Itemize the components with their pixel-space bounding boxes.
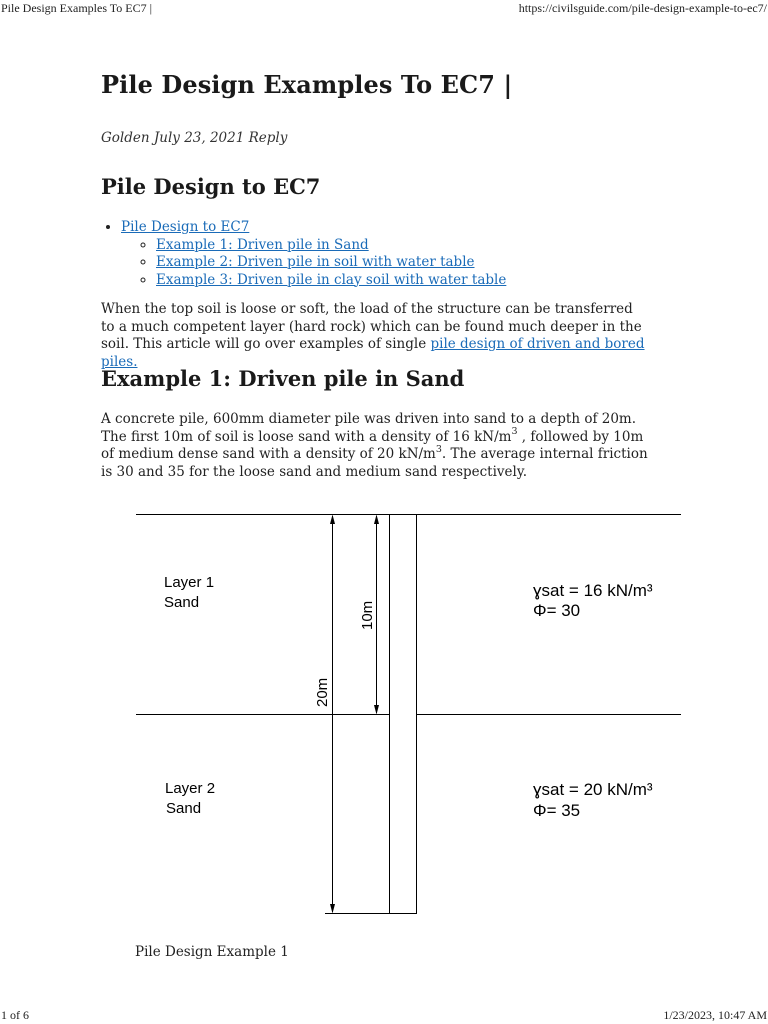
- print-header: [0, 0, 768, 20]
- arrow-head: [330, 904, 335, 914]
- example-1-paragraph: [101, 411, 651, 481]
- layer-1-soil: Sand: [164, 594, 200, 611]
- example-1-text-a: A concrete pile, 600mm diameter pile was driven into sand to a depth of 20m. The first 10m of soil is loose sand with a density of 16 kN/m: [101, 411, 637, 445]
- toc-subitem: [156, 272, 506, 290]
- page-title: Pile Design Examples To EC7 |: [101, 70, 513, 99]
- arrow-head: [374, 705, 379, 715]
- dimension-label-10m: 10m: [359, 600, 376, 630]
- table-of-contents: [101, 219, 506, 289]
- figure-caption: Pile Design Example 1: [135, 944, 289, 960]
- layer-2-label: Layer 2: [165, 780, 216, 797]
- toc-link-pile-design[interactable]: Pile Design to EC7: [121, 219, 250, 235]
- layer-2-phi: Φ= 35: [533, 801, 581, 820]
- toc-item: [121, 219, 506, 289]
- superscript-3: 3: [435, 443, 442, 455]
- arrow-head: [374, 515, 379, 525]
- page-number: 1 of 6: [1, 1008, 29, 1022]
- example-1-text-c: . The average internal friction is 30 and 35 for the loose sand and medium sand respectively.: [101, 446, 648, 480]
- layer-1-label: Layer 1: [164, 574, 215, 591]
- print-datetime: 1/23/2023, 10:47 AM: [663, 1008, 767, 1022]
- arrow-head: [330, 515, 335, 525]
- intro-text: When the top soil is loose or soft, the load of the structure can be transferred to a much competent layer (hard rock) which can be found much deeper in the soil. This article will go over examples of single: [101, 301, 642, 352]
- pile: [390, 515, 417, 914]
- intro-link[interactable]: pile design of driven and bored piles.: [101, 336, 645, 370]
- example-1-heading: Example 1: Driven pile in Sand: [101, 366, 465, 391]
- print-header-title: Pile Design Examples To EC7 |: [1, 1, 152, 15]
- post-meta: Golden July 23, 2021 Reply: [101, 130, 288, 146]
- layer-2-gamma: ɣsat = 20 kN/m³: [533, 780, 653, 799]
- toc-subitem: [156, 237, 506, 255]
- toc-subitem: [156, 254, 506, 272]
- toc-link-example-1[interactable]: Example 1: Driven pile in Sand: [156, 236, 369, 253]
- superscript-3: 3: [511, 426, 518, 437]
- example-1-text-b: , followed by 10m of medium dense sand with a density of 20 kN/m: [101, 428, 644, 462]
- print-footer: [0, 1008, 768, 1024]
- toc-link-example-3[interactable]: Example 3: Driven pile in clay soil with water table: [156, 271, 507, 288]
- layer-1-phi: Φ= 30: [533, 601, 581, 620]
- layer-1-gamma: ɣsat = 16 kN/m³: [533, 581, 653, 600]
- intro-paragraph: [101, 301, 646, 371]
- print-header-url: https://civilsguide.com/pile-design-example-to-ec7/: [518, 1, 767, 15]
- layer-2-soil: Sand: [166, 800, 202, 817]
- dimension-label-20m: 20m: [314, 677, 331, 707]
- toc-link-example-2[interactable]: Example 2: Driven pile in soil with water table: [156, 254, 475, 270]
- section-heading: Pile Design to EC7: [101, 174, 321, 199]
